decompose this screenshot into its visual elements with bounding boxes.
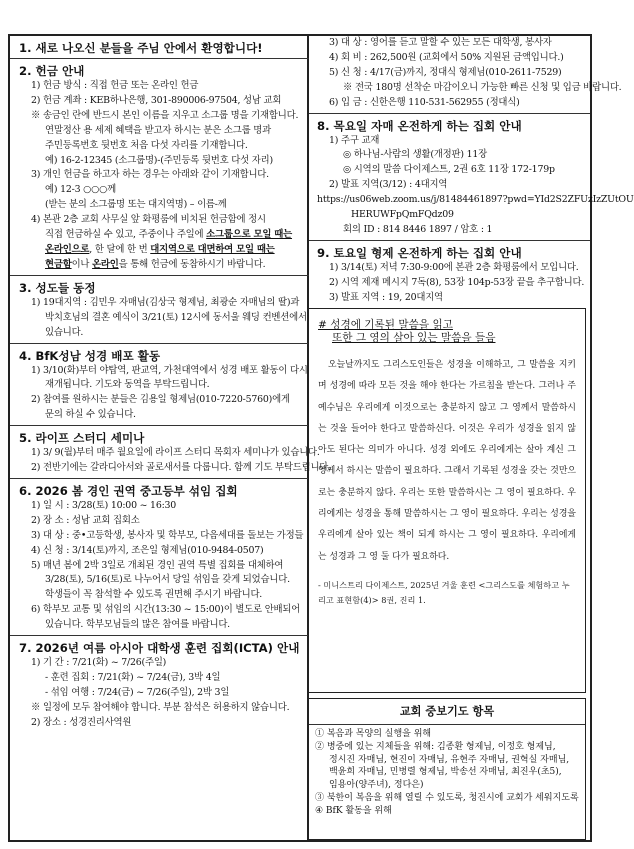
- section-seminar-title: 5. 라이프 스터디 세미나: [19, 431, 145, 446]
- section-bfk-title: 4. BfK성남 성경 배포 활동: [19, 348, 161, 363]
- icta-note: ※ 전국 180명 선착순 마감이오니 가능한 빠른 신청 및 입금 바랍니다.: [343, 81, 622, 93]
- saturday-line: 1) 3/14(토) 저녁 7:30-9:00에 본관 2층 화평룸에서 모입니다.: [329, 261, 579, 273]
- offering-line: 2) 헌금 계좌 : KEB하나은행, 301-890006-97504, 성남 교회: [31, 94, 282, 106]
- youth-line: 학생들이 꼭 참석할 수 있도록 권면해 주시기 바랍니다.: [45, 589, 263, 601]
- emphasis-text: 온라인: [92, 258, 119, 270]
- emphasis-text: 대지역으로 대면하여 모일 때는: [150, 243, 275, 255]
- saturday-line: 3) 발표 지역 : 19, 20대지역: [329, 291, 443, 303]
- youth-line: 3) 대 상 : 중•고등학생, 봉사자 및 학부모, 다음세대를 돌보는 가정들: [31, 529, 304, 541]
- offering-note: ※ 송금인 란에 반드시 본인 이름을 지우고 소그룹 명을 기재합니다.: [31, 109, 299, 121]
- divider: [10, 275, 309, 276]
- emphasis-text: 현금함: [45, 258, 72, 270]
- thursday-line: 2) 발표 지역(3/12) : 4대지역: [329, 179, 448, 191]
- offering-text: 직접 헌금하실 수 있고, 주중이나 주일에: [45, 229, 204, 241]
- icta-note: ※ 일정에 모두 참여해야 합니다. 부분 참석은 허용하지 않습니다.: [31, 701, 290, 713]
- youth-line: 5) 매년 봄에 2박 3일로 개최된 경인 권역 특별 집회를 대체하여: [31, 559, 284, 571]
- bfk-line: 문의 하실 수 있습니다.: [45, 409, 136, 421]
- icta-line: - 훈련 집회 : 7/21(화) ~ 7/24(금), 3박 4일: [45, 672, 221, 683]
- section-youth-title: 6. 2026 봄 경인 권역 중고등부 섞임 집회: [19, 483, 238, 498]
- news-line: 있습니다.: [45, 326, 84, 338]
- emphasis-text: 온라인으로: [45, 243, 90, 255]
- prayer-item: 백윤희 자매님, 민병렬 형제님, 박송선 자매님, 최진우(초5),: [329, 767, 562, 778]
- divider: [10, 478, 309, 479]
- quote-body: 오늘날까지도 그리스도인들은 성경을 이해하고, 그 말씀을 지키며 성경에 따라 모든 것을 해야 한다는 가르침을 받는다. 그러나 주 예수님은 우리에게 이것으로는 충분하지 않고 그 영께서 말씀하시는 것을 들어야 한다고 말씀하신다. 이것은 우리가 성경을 읽지 않아도 된다는 의미가 아니다. 성경 외에도 우리에게는 살아 계신 그 영께서 하시는 말씀이 필요하다. 그래서 기록된 성경을 갖는 것만으로는 충분하지 않다. 우리는 또한 말씀하시는 그 영이 필요하다. 우리에게는 성경을 통해 말씀하시는 그 영이 필요하다. 우리는 성경을 우리에게 살아 있는 책이 되게 하시는 그 영이 필요하다. 우리에게는 성경과 그 영 둘 다가 필요하다.: [318, 360, 576, 562]
- thursday-line: ◎ 하나님-사람의 생활(개정판) 11장: [343, 149, 488, 161]
- offering-text: 을 통해 헌금에 동참하시기 바랍니다.: [118, 258, 266, 270]
- divider: [309, 724, 585, 725]
- offering-line: [19, 228, 301, 243]
- news-line: 박치호님의 결혼 예식이 3/21(토) 12시에 동서울 웨딩 컨벤션에서: [45, 311, 307, 323]
- quote-citation: - 미니스트리 다이제스트, 2025년 겨울 훈련 <그리스도를 체험하고 누리고 표현함(4)> 8권, 진리 1.: [318, 579, 570, 605]
- section-offering-title: 2. 헌금 안내: [19, 64, 85, 78]
- prayer-item: ② 병중에 있는 지체들을 위해: 김종환 형제님, 이정호 형제님,: [315, 741, 556, 752]
- seminar-line: 1) 3/ 9(월)부터 매주 월요일에 라이프 스터디 목회자 세미나가 있습니다.: [31, 447, 320, 459]
- youth-line: 1) 일 시 : 3/28(토) 10:00 ~ 16:30: [31, 499, 177, 511]
- divider: [10, 635, 309, 636]
- divider: [10, 343, 309, 344]
- bfk-line: 2) 참여를 원하시는 분들은 김용일 형제님(010-7220-5760)에게: [31, 394, 290, 406]
- section-saturday-title: 9. 토요일 형제 온전하게 하는 집회 안내: [317, 245, 522, 260]
- youth-line: 3/28(토), 5/16(토)로 나누어서 당일 섞임을 갖게 되었습니다.: [45, 574, 290, 586]
- prayer-title: 교회 중보기도 항목: [399, 705, 495, 718]
- quote-heading: # 성경에 기록된 말씀을 읽고: [318, 319, 453, 331]
- section-thursday-title: 8. 목요일 자매 온전하게 하는 집회 안내: [317, 118, 522, 133]
- thursday-line: 1) 주구 교재: [329, 134, 380, 146]
- prayer-item: 임용아(양주녀), 정다은): [329, 780, 424, 791]
- saturday-line: 2) 시역 제재 메시지 7독(8), 53장 104p-53장 끝을 추구합니다.: [329, 276, 585, 288]
- offering-example: 예) 16-2-12345 (소그룹명)-(주민등록 뒷번호 다섯 자리): [45, 154, 273, 166]
- offering-line: [19, 258, 301, 273]
- divider: [309, 113, 590, 114]
- zoom-link[interactable]: https://us06web.zoom.us/j/81484461897?pwd=YId2S2ZFUzIzZUtOU: [317, 194, 634, 206]
- youth-line: 4) 신 청 : 3/14(토)까지, 조은일 형제님(010-9484-0507): [31, 544, 264, 556]
- offering-line: (받는 분의 소그룹명 또는 대지역명) – 이름-께: [45, 199, 227, 211]
- youth-line: 6) 학부모 교통 및 섞임의 시간(13:30 ~ 15:00)이 별도로 안배되어: [31, 604, 301, 616]
- section-news-title: 3. 성도들 동정: [19, 280, 96, 295]
- quote-box: [308, 308, 586, 693]
- icta-line: - 섞임 여행 : 7/24(금) ~ 7/26(주일), 2박 3일: [45, 686, 230, 698]
- icta-line: 4) 회 비 : 262,500원 (교회에서 50% 지원된 금액입니다.): [329, 51, 564, 63]
- icta-line: 6) 입 금 : 신한은행 110-531-562955 (정대식): [329, 96, 520, 108]
- icta-line: 5) 신 청 : 4/17(금)까지, 정대식 형제님(010-2611-7529): [329, 66, 562, 78]
- quote-heading: 또한 그 영의 살아 있는 말씀을 들음: [332, 332, 496, 344]
- offering-text: , 한 달에 한 번: [89, 243, 148, 255]
- meeting-id: 회의 ID : 814 8446 1897 / 암호 : 1: [343, 223, 493, 235]
- news-line: 1) 19대지역 : 김민우 자매님(김상국 형제님, 최광순 자매님의 딸)과: [31, 296, 300, 308]
- offering-line: 주민등록번호 뒷번호 처음 다섯 자리를 기재합니다.: [45, 139, 248, 151]
- divider: [10, 425, 309, 426]
- divider: [10, 58, 309, 59]
- zoom-link[interactable]: HERUWFpQmFQdz09: [351, 209, 454, 221]
- prayer-item: 정시진 자매님, 현진이 자매님, 유현주 자매님, 권혁실 자매님,: [329, 754, 570, 765]
- bfk-line: 재개됩니다. 기도와 동역을 부탁드립니다.: [45, 379, 210, 391]
- offering-line: 3) 개인 헌금을 하고자 하는 경우는 아래와 같이 기재합니다.: [31, 169, 269, 181]
- offering-line: 1) 헌금 방식 : 직접 헌금 또는 온라인 헌금: [31, 80, 199, 91]
- section-icta-title: 7. 2026년 여름 아시아 대학생 훈련 집회(ICTA) 안내: [19, 641, 300, 656]
- offering-example: 예) 12-3 ○○○께: [45, 184, 116, 196]
- seminar-line: 2) 전반기에는 갈라디아서와 골로새서를 다룹니다. 함께 기도 부탁드립니다.: [31, 462, 331, 474]
- prayer-item: ① 복음과 목양의 실행을 위해: [315, 729, 432, 739]
- prayer-item: ④ BfK 활동을 위해: [315, 805, 392, 816]
- section-welcome-title: 1. 새로 나오신 분들을 주님 안에서 환영합니다!: [19, 41, 263, 55]
- emphasis-text: 소그룹으로 모일 때는: [206, 229, 293, 241]
- youth-line: 있습니다. 학부모님들의 많은 참여를 바랍니다.: [45, 619, 230, 631]
- icta-line: 1) 기 간 : 7/21(화) ~ 7/26(주일): [31, 657, 167, 669]
- prayer-box: [308, 698, 586, 840]
- thursday-line: ◎ 시역의 말씀 다이제스트, 2권 6호 11장 172-179p: [343, 164, 555, 176]
- offering-line: 연말정산 용 세제 혜택을 받고자 하시는 분은 소그룹 명과: [45, 124, 271, 136]
- offering-line: 4) 본관 2층 교회 사무실 앞 화평룸에 비치된 헌금함에 정시: [31, 214, 266, 226]
- offering-line: [19, 243, 301, 258]
- icta-line: 3) 대 상 : 영어를 듣고 말할 수 있는 모든 대학생, 봉사자: [329, 37, 552, 48]
- bfk-line: 1) 3/10(화)부터 야탑역, 판교역, 가천대역에서 성경 배포 활동이 다시: [31, 364, 308, 376]
- icta-line: 2) 장소 : 성경진리사역원: [31, 716, 132, 728]
- prayer-item: ③ 북한이 복음을 위해 열릴 수 있도록, 청진시에 교회가 세워지도록: [315, 792, 579, 803]
- youth-line: 2) 장 소 : 성남 교회 집회소: [31, 514, 140, 526]
- offering-text: 이나: [71, 258, 90, 270]
- divider: [309, 240, 590, 241]
- left-column: [10, 36, 331, 840]
